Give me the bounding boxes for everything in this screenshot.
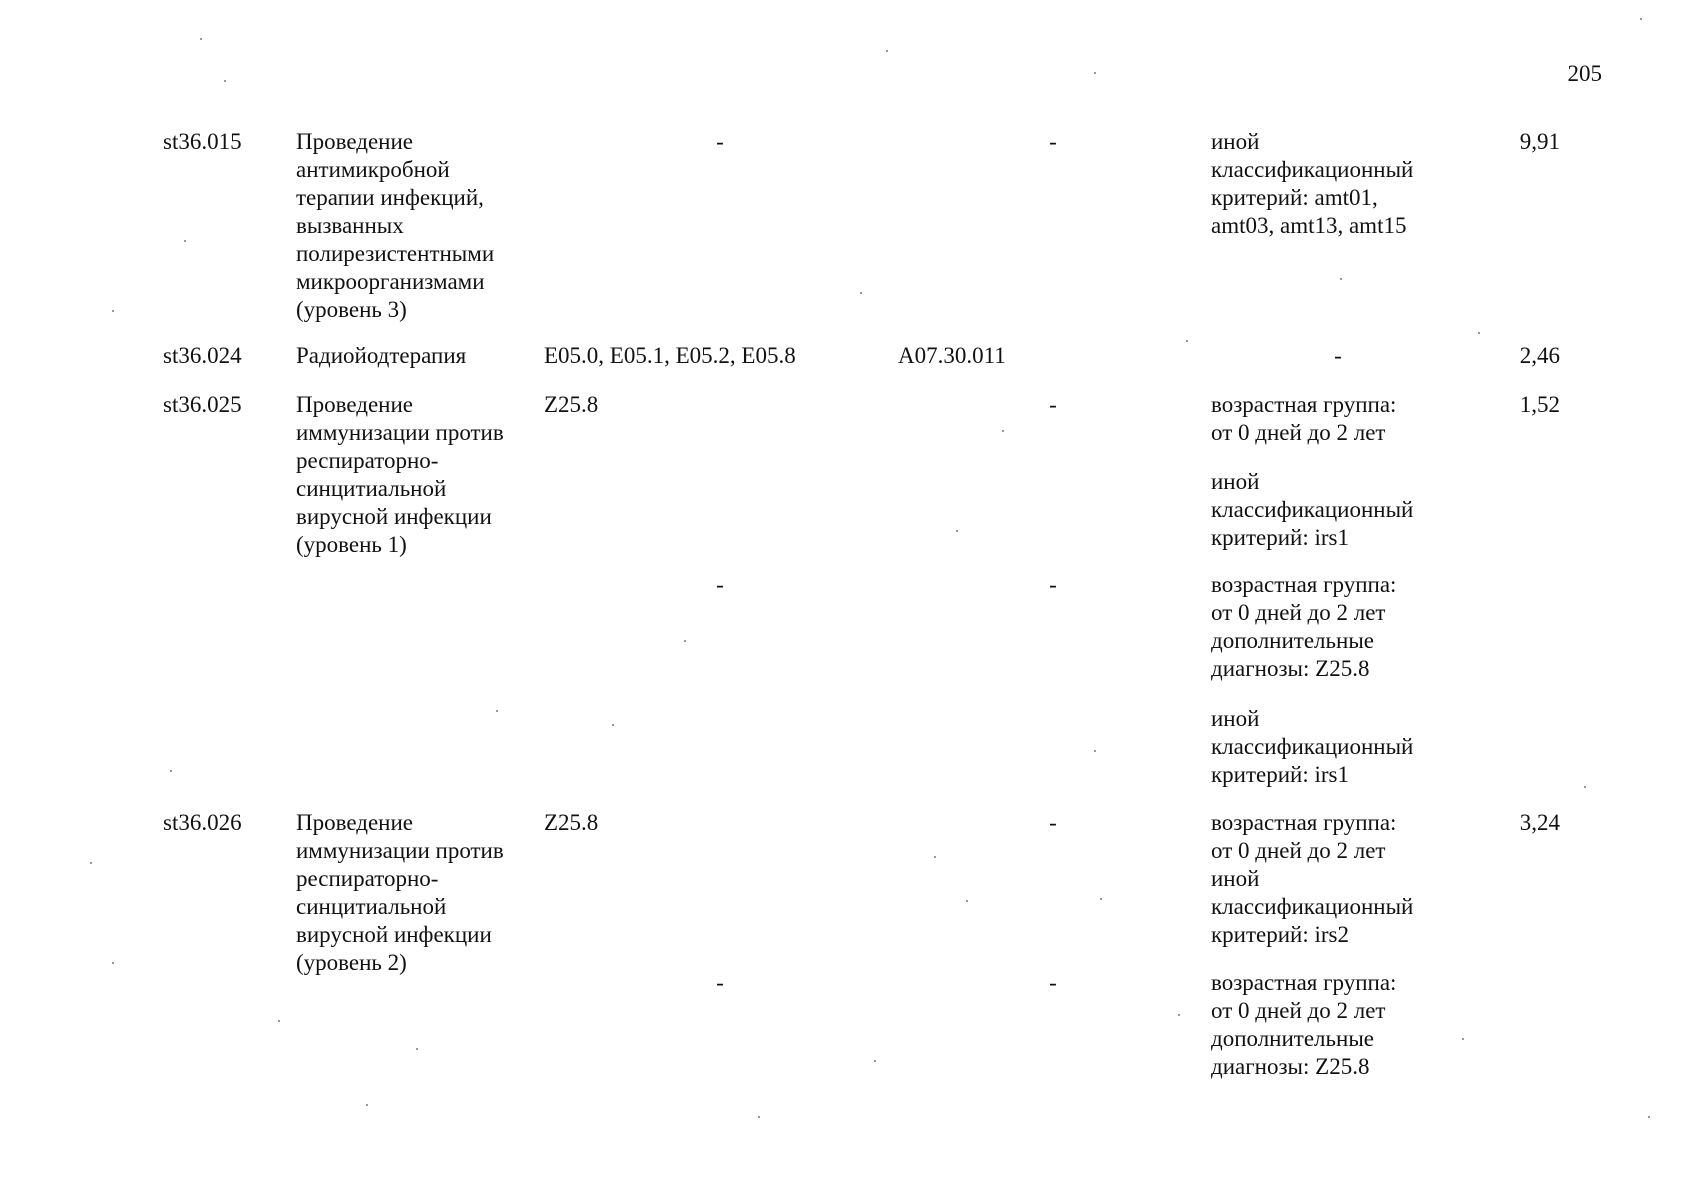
speck (200, 38, 202, 40)
coefficient-cell: 3,24 (1519, 810, 1560, 835)
services-cell: A07.30.011 (898, 343, 1006, 368)
speck (1100, 898, 1102, 900)
speck (416, 1048, 418, 1050)
services-cell: - (1049, 392, 1057, 417)
speck (684, 640, 686, 642)
criteria-cell: возрастная группа: от 0 дней до 2 лет дополнительные диагнозы: Z25.8 (1211, 572, 1397, 681)
criteria-cell: возрастная группа: от 0 дней до 2 лет дополнительные диагнозы: Z25.8 (1211, 970, 1397, 1079)
diagnoses-cell: Z25.8 (544, 392, 599, 417)
criteria-cell: - (1334, 343, 1342, 368)
coefficient-cell: 1,52 (1519, 392, 1560, 417)
speck (956, 530, 958, 532)
speck (1094, 72, 1096, 74)
ksg-name: Проведение антимикробной терапии инфекций, вызванных полирезистентными микроорганизмами (уровень 3) (296, 129, 495, 322)
ksg-code: st36.024 (163, 343, 242, 368)
criteria-cell: иной классификационный критерий: amt01, amt03, amt13, amt15 (1211, 129, 1414, 238)
speck (112, 310, 114, 312)
speck (860, 292, 862, 294)
page-number: 205 (1567, 61, 1602, 86)
speck (1478, 332, 1480, 334)
speck (1340, 278, 1342, 280)
coefficient-cell: 9,91 (1519, 129, 1560, 154)
speck (1584, 786, 1586, 788)
speck (1186, 340, 1188, 342)
diagnoses-cell: E05.0, E05.1, E05.2, E05.8 (544, 343, 796, 368)
speck (112, 962, 114, 964)
speck (90, 862, 92, 864)
criteria-cell: иной классификационный критерий: irs1 (1211, 469, 1414, 550)
speck (366, 1104, 368, 1106)
speck (224, 80, 226, 82)
speck (886, 50, 888, 52)
diagnoses-cell: Z25.8 (544, 810, 599, 835)
ksg-code: st36.025 (163, 392, 242, 417)
speck (758, 1116, 760, 1118)
speck (874, 1060, 876, 1062)
speck (1094, 750, 1096, 752)
speck (966, 900, 968, 902)
diagnoses-cell: - (716, 970, 724, 995)
ksg-name: Проведение иммунизации против респираторно- синцитиальной вирусной инфекции (уровень 2) (296, 810, 504, 975)
speck (184, 240, 186, 242)
services-cell: - (1049, 129, 1057, 154)
speck (1648, 1116, 1650, 1118)
ksg-code: st36.026 (163, 810, 242, 835)
speck (1178, 1014, 1180, 1016)
ksg-code: st36.015 (163, 129, 242, 154)
speck (1462, 1038, 1464, 1040)
ksg-name: Проведение иммунизации против респираторно- синцитиальной вирусной инфекции (уровень 1) (296, 392, 504, 557)
coefficient-cell: 2,46 (1519, 343, 1560, 368)
services-cell: - (1049, 572, 1057, 597)
speck (278, 1020, 280, 1022)
diagnoses-cell: - (716, 572, 724, 597)
speck (496, 710, 498, 712)
speck (1640, 18, 1642, 20)
speck (1002, 430, 1004, 432)
criteria-cell: иной классификационный критерий: irs1 (1211, 706, 1414, 787)
services-cell: - (1049, 970, 1057, 995)
criteria-cell: возрастная группа: от 0 дней до 2 лет (1211, 392, 1397, 445)
speck (170, 770, 172, 772)
criteria-cell: возрастная группа: от 0 дней до 2 лет иной классификационный критерий: irs2 (1211, 810, 1414, 947)
services-cell: - (1049, 810, 1057, 835)
diagnoses-cell: - (716, 129, 724, 154)
speck (612, 724, 614, 726)
ksg-name: Радиойодтерапия (296, 343, 467, 368)
speck (934, 856, 936, 858)
